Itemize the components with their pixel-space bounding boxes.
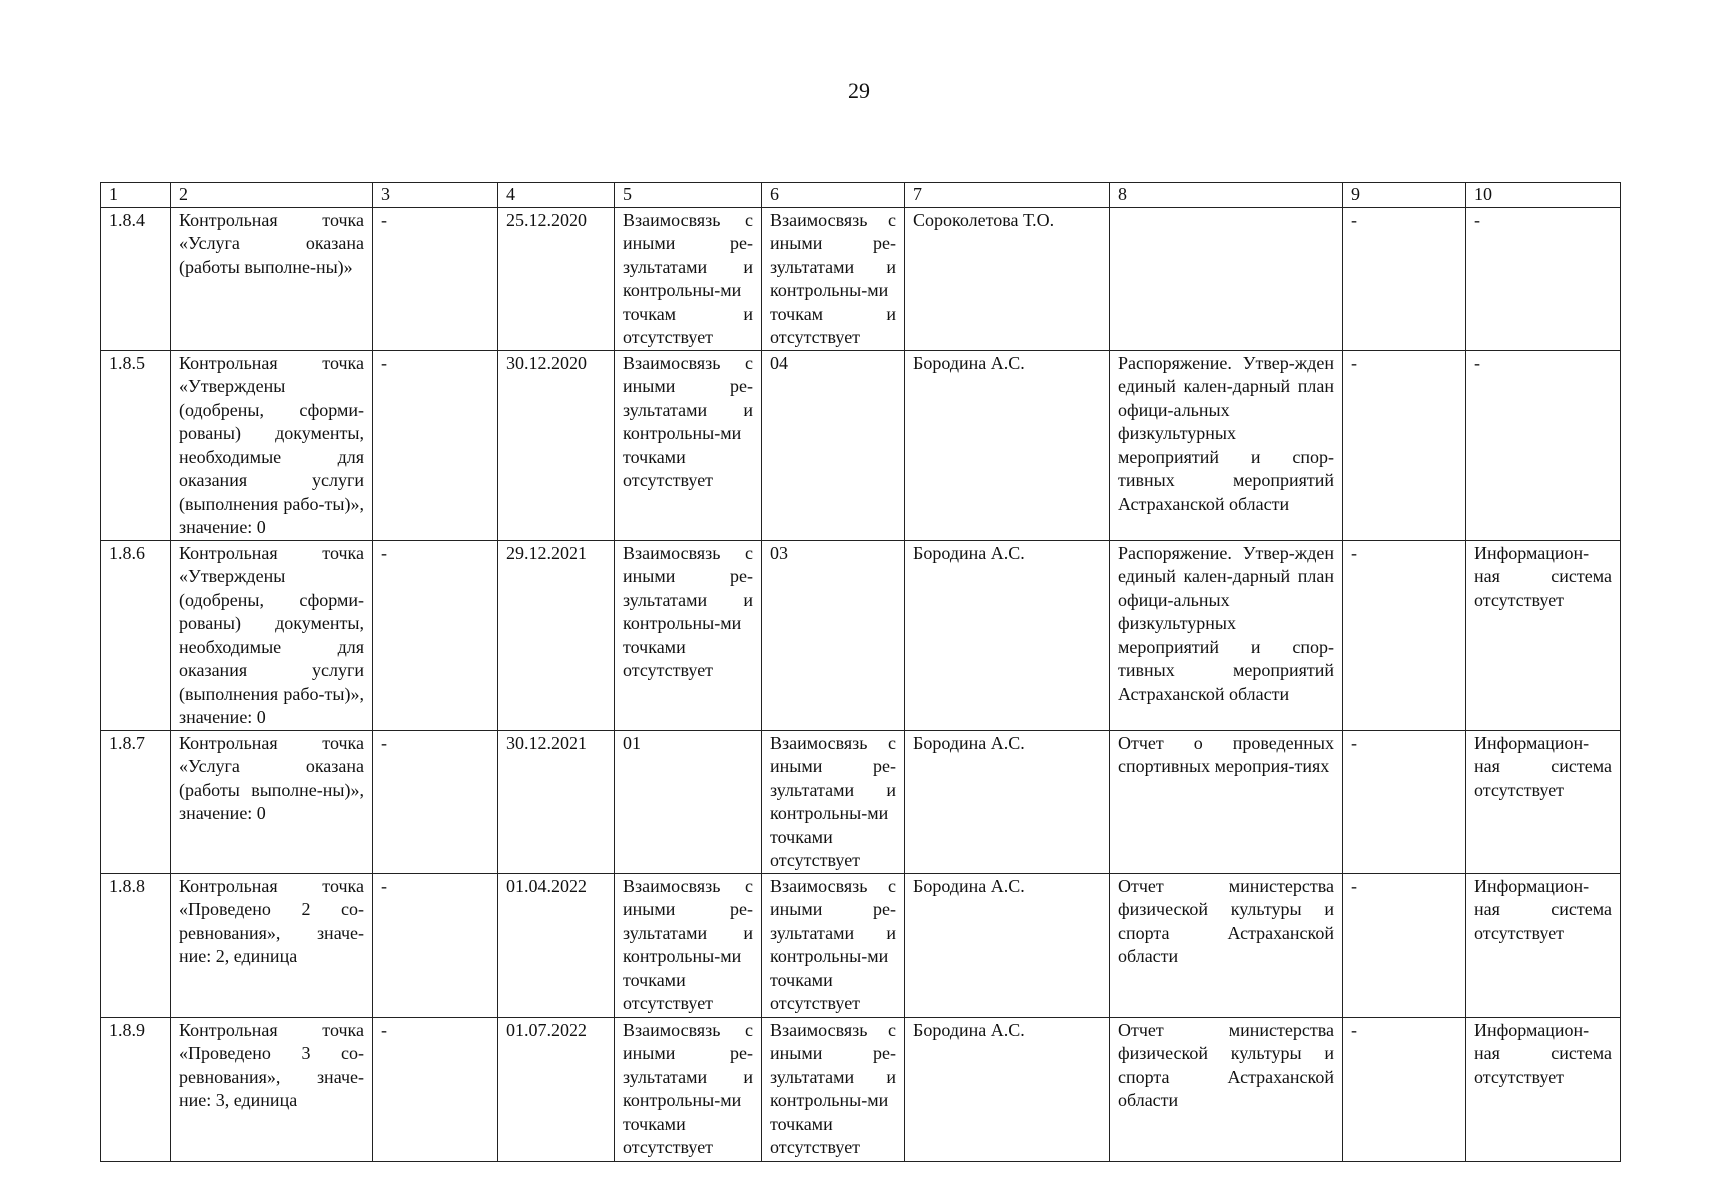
table-cell: - — [373, 207, 498, 350]
successor-links: 03 — [762, 540, 905, 730]
table-row — [101, 207, 1621, 350]
header-cell: 7 — [905, 183, 1110, 208]
information-system: - — [1466, 350, 1621, 540]
responsible-person: Бородина А.С. — [905, 540, 1110, 730]
header-cell: 1 — [101, 183, 171, 208]
successor-links: Взаимосвязь с иными ре-зультатами и контрольны-ми точкам и отсутствует — [762, 207, 905, 350]
predecessor-links: 01 — [615, 730, 762, 873]
information-system: Информацион-ная система отсутствует — [1466, 1017, 1621, 1161]
confirming-document: Распоряжение. Утвер-жден единый кален-дарный план офици-альных физкультурных мероприятий и спор-тивных мероприятий Астраханской области — [1110, 540, 1343, 730]
row-number: 1.8.4 — [101, 207, 171, 350]
confirming-document: Отчет о проведенных спортивных мероприя-тиях — [1110, 730, 1343, 873]
table-cell: - — [373, 730, 498, 873]
predecessor-links: Взаимосвязь с иными ре-зультатами и контрольны-ми точками отсутствует — [615, 350, 762, 540]
row-number: 1.8.8 — [101, 873, 171, 1017]
header-cell: 10 — [1466, 183, 1621, 208]
responsible-person: Бородина А.С. — [905, 1017, 1110, 1161]
responsible-person: Сороколетова Т.О. — [905, 207, 1110, 350]
table-cell: - — [373, 873, 498, 1017]
table-cell: - — [1343, 873, 1466, 1017]
table-row — [101, 873, 1621, 1017]
predecessor-links: Взаимосвязь с иными ре-зультатами и контрольны-ми точками отсутствует — [615, 873, 762, 1017]
responsible-person: Бородина А.С. — [905, 350, 1110, 540]
confirming-document: Отчет министерства физической культуры и спорта Астраханской области — [1110, 1017, 1343, 1161]
table-cell: - — [1343, 540, 1466, 730]
table-cell: - — [1343, 350, 1466, 540]
row-number: 1.8.9 — [101, 1017, 171, 1161]
information-system: Информацион-ная система отсутствует — [1466, 540, 1621, 730]
control-point-name: Контрольная точка «Утверждены (одобрены, сформи-рованы) документы, необходимые для оказания услуги (выполнения рабо-ты)», значение: 0 — [171, 350, 373, 540]
due-date: 30.12.2020 — [498, 350, 615, 540]
table-cell: - — [1343, 730, 1466, 873]
page-number: 29 — [848, 78, 870, 103]
responsible-person: Бородина А.С. — [905, 730, 1110, 873]
header-row — [101, 183, 1621, 208]
successor-links: Взаимосвязь с иными ре-зультатами и контрольны-ми точками отсутствует — [762, 873, 905, 1017]
table-cell: - — [1343, 1017, 1466, 1161]
header-cell: 9 — [1343, 183, 1466, 208]
row-number: 1.8.7 — [101, 730, 171, 873]
responsible-person: Бородина А.С. — [905, 873, 1110, 1017]
table-cell: - — [373, 1017, 498, 1161]
predecessor-links: Взаимосвязь с иными ре-зультатами и контрольны-ми точками отсутствует — [615, 1017, 762, 1161]
control-point-name: Контрольная точка «Услуга оказана (работы выполне-ны)» — [171, 207, 373, 350]
header-cell: 3 — [373, 183, 498, 208]
row-number: 1.8.6 — [101, 540, 171, 730]
information-system: - — [1466, 207, 1621, 350]
control-points-table — [100, 182, 1621, 1162]
due-date: 29.12.2021 — [498, 540, 615, 730]
information-system: Информацион-ная система отсутствует — [1466, 730, 1621, 873]
successor-links: Взаимосвязь с иными ре-зультатами и контрольны-ми точками отсутствует — [762, 1017, 905, 1161]
due-date: 01.04.2022 — [498, 873, 615, 1017]
control-point-name: Контрольная точка «Услуга оказана (работы выполне-ны)», значение: 0 — [171, 730, 373, 873]
confirming-document — [1110, 207, 1343, 350]
successor-links: Взаимосвязь с иными ре-зультатами и контрольны-ми точками отсутствует — [762, 730, 905, 873]
due-date: 01.07.2022 — [498, 1017, 615, 1161]
successor-links: 04 — [762, 350, 905, 540]
confirming-document: Распоряжение. Утвер-жден единый кален-дарный план офици-альных физкультурных мероприятий и спор-тивных мероприятий Астраханской области — [1110, 350, 1343, 540]
table-cell: - — [373, 350, 498, 540]
header-cell: 2 — [171, 183, 373, 208]
header-cell: 6 — [762, 183, 905, 208]
due-date: 25.12.2020 — [498, 207, 615, 350]
header-cell: 5 — [615, 183, 762, 208]
table-cell: - — [373, 540, 498, 730]
table-row — [101, 1017, 1621, 1161]
row-number: 1.8.5 — [101, 350, 171, 540]
information-system: Информацион-ная система отсутствует — [1466, 873, 1621, 1017]
due-date: 30.12.2021 — [498, 730, 615, 873]
control-point-name: Контрольная точка «Утверждены (одобрены, сформи-рованы) документы, необходимые для оказания услуги (выполнения рабо-ты)», значение: 0 — [171, 540, 373, 730]
control-point-name: Контрольная точка «Проведено 2 со-ревнования», значе-ние: 2, единица — [171, 873, 373, 1017]
table-row — [101, 540, 1621, 730]
table-row — [101, 350, 1621, 540]
confirming-document: Отчет министерства физической культуры и спорта Астраханской области — [1110, 873, 1343, 1017]
table-row — [101, 730, 1621, 873]
predecessor-links: Взаимосвязь с иными ре-зультатами и контрольны-ми точками отсутствует — [615, 540, 762, 730]
header-cell: 8 — [1110, 183, 1343, 208]
table-cell: - — [1343, 207, 1466, 350]
header-cell: 4 — [498, 183, 615, 208]
predecessor-links: Взаимосвязь с иными ре-зультатами и контрольны-ми точкам и отсутствует — [615, 207, 762, 350]
control-point-name: Контрольная точка «Проведено 3 со-ревнования», значе-ние: 3, единица — [171, 1017, 373, 1161]
